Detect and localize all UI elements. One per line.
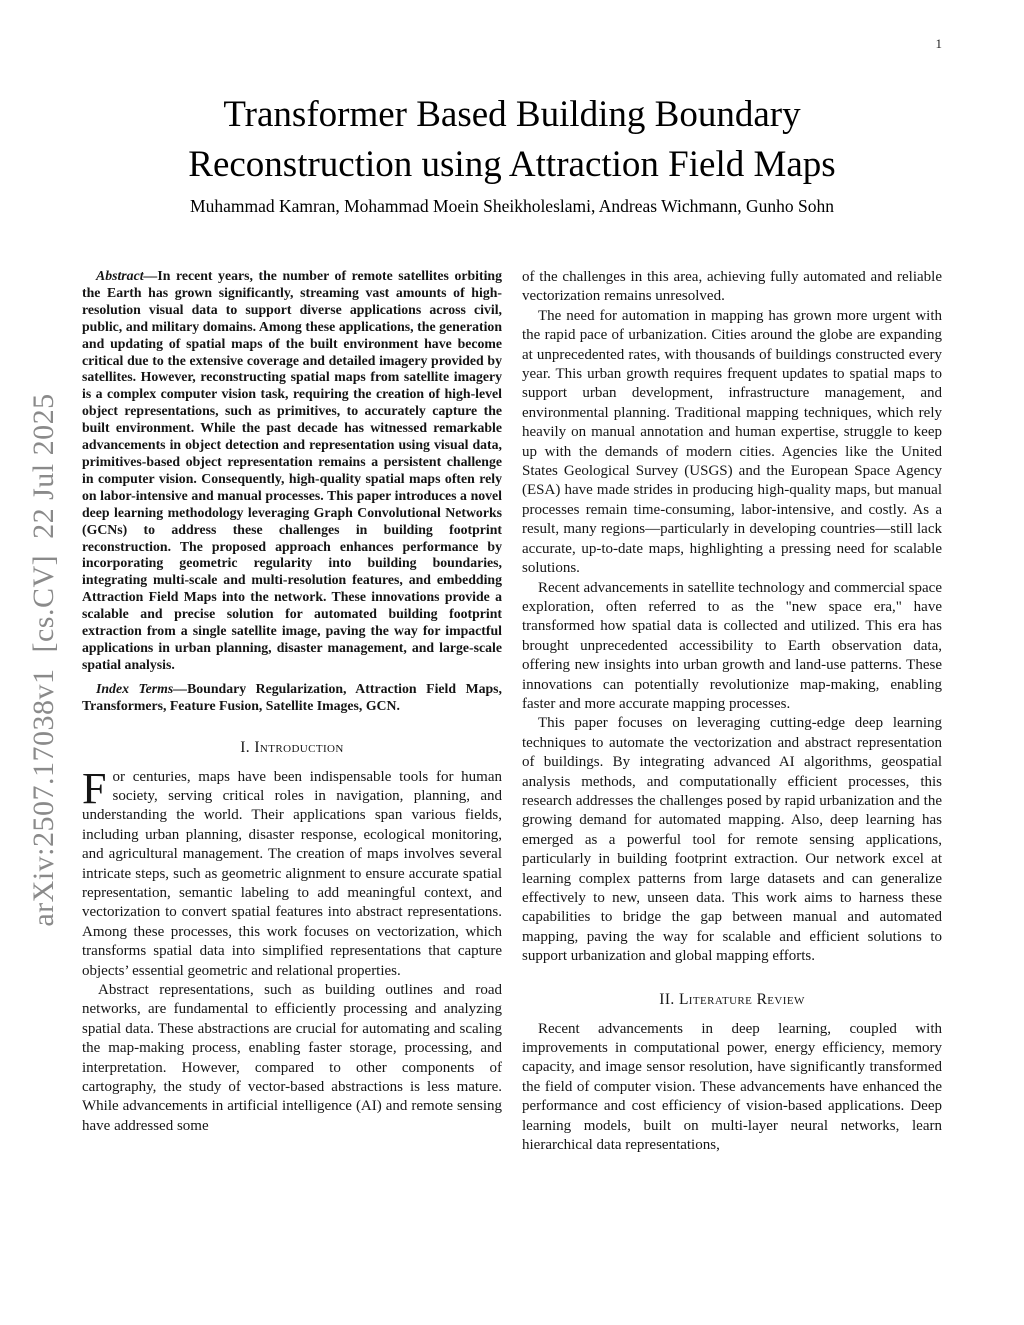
intro-paragraph-2: Abstract representations, such as building outlines and road networks, are fundamental to efficiently processing and analyzing spatial data. These abstractions are crucial for automating and scaling the map-making process, enabling faster storage, processing, and interpretation. However, compared to other components of cartography, the study of vector-based abstractions is less mature. While advancements in artificial intelligence (AI) and remote sensing have addressed some bbox=[82, 982, 502, 1134]
abstract-text: In recent years, the number of remote satellites orbiting the Earth has grown significantly, streaming vast amounts of high-resolution visual data to support diverse applications across civil, public, and military domains. Among these applications, the generation and updating of spatial maps of the built environment have become critical due to the extensive coverage and detailed imagery provided by satellites. However, reconstructing spatial maps from satellite imagery is a complex computer vision task, requiring the creation of high-level object representations, such as primitives, to accurately capture the built environment. While the past decade has witnessed remarkable advancements in object detection and representation using visual data, primitives-based object representation remains a persistent challenge in computer vision. Consequently, high-quality spatial maps often rely on labor-intensive and manual processes. This paper introduces a novel deep learning methodology leveraging Graph Convolutional Networks (GCNs) to address these challenges in building footprint reconstruction. The proposed approach enhances performance by incorporating geometric regularity into building boundaries, integrating multi-scale and multi-resolution features, and embedding Attraction Field Maps into the network. These innovations provide a scalable and precise solution for automated building footprint extraction from a single satellite image, paving the way for impactful applications in urban planning, disaster management, and large-scale spatial analysis. bbox=[82, 268, 502, 672]
abstract-paragraph bbox=[82, 268, 502, 674]
drop-cap: F bbox=[82, 763, 107, 813]
intro-paragraph-1 bbox=[82, 763, 502, 981]
paper-title: Transformer Based Building Boundary Reconstruction using Attraction Field Maps bbox=[188, 94, 836, 185]
paragraph-need-automation: The need for automation in mapping has grown more urgent with the rapid pace of urbanization. Cities around the globe are expanding at unprecedented rates, with thousands of buildings constructed every year. This urban growth requires frequent updates to spatial maps to support urban development, infrastructure management, and environmental planning. Traditional mapping techniques, which rely heavily on manual annotation and human expertise, struggle to keep up with the demands of modern cities. Agencies like the United States Geological Survey (USGS) and the European Space Agency (ESA) have made strides in producing high-quality maps, but manual processes remain time-consuming, labor-intensive, and costly. As a result, many regions—particularly in developing countries—still lack accurate, up-to-date maps, highlighting a pressing need for scalable solutions. bbox=[522, 307, 942, 577]
page-number: 1 bbox=[935, 36, 942, 51]
index-terms-paragraph bbox=[82, 681, 502, 715]
section-heading-literature-review: II. Literature Review bbox=[659, 990, 805, 1008]
arxiv-watermark: arXiv:2507.17038v1 [cs.CV] 22 Jul 2025 bbox=[27, 393, 60, 927]
continuation-paragraph: of the challenges in this area, achieving fully automated and reliable vectorization remains unresolved. bbox=[522, 269, 942, 305]
paragraph-new-space-era: Recent advancements in satellite technology and commercial space exploration, often referred to as the "new space era," have transformed how spatial data is collected and utilized. This era has brought unprecedented accessibility to Earth observation data, offering new insights into urban growth and land-use patterns. These innovations can potentially revolutionize map-making, enabling faster and more accurate mapping processes. bbox=[522, 579, 942, 712]
intro-paragraph-1-text: or centuries, maps have been indispensable tools for human society, serving critical roles in navigation, planning, and understanding the world. Their applications span various fields, including urban planning, disaster response, ecological monitoring, and agricultural management. The creation of maps involves several intricate steps, such as geometric alignment to ensure accurate spatial representation, semantic labeling to add meaningful context, and vectorization to convert spatial features into abstract representations. Among these processes, this work focuses on vectorization, which transforms spatial data into simplified representations that capture objects’ essential geometric and relational properties. bbox=[82, 768, 502, 979]
section-heading-introduction: I. Introduction bbox=[240, 738, 344, 756]
index-terms-label: Index Terms— bbox=[96, 680, 188, 696]
abstract-label: Abstract— bbox=[96, 268, 158, 283]
paragraph-this-paper: This paper focuses on leveraging cutting-edge deep learning techniques to automate the vectorization and abstract representation of buildings. By integrating advanced AI algorithms, geospatial analysis methods, and computationally efficient processes, this research addresses the challenges posed by rapid urbanization and the growing demand for automated mapping. Also, deep learning has emerged as a powerful tool for remote sensing applications, particularly in building footprint extraction. Our network excel at learning complex patterns from large datasets and can generalize effectively to new, unseen data. This work aims to harness these capabilities to bridge the gap between manual and automated mapping, paving the way for scalable and efficient solutions to support urbanization and global mapping efforts. bbox=[522, 715, 942, 965]
paper-authors: Muhammad Kamran, Mohammad Moein Sheikholeslami, Andreas Wichmann, Gunho Sohn bbox=[190, 196, 834, 216]
paragraph-deep-learning: Recent advancements in deep learning, coupled with improvements in computational power, energy efficiency, memory capacity, and image sensor resolution, have significantly transformed the field of computer vision. These advancements have enhanced the performance and cost efficiency of vision-based applications. Deep learning models, built on multi-layer neural networks, learn hierarchical data representations, bbox=[522, 1020, 942, 1154]
right-column bbox=[522, 268, 942, 1155]
index-terms-text: Boundary Regularization, Attraction Field Maps, Transformers, Feature Fusion, Satellite Images, GCN. bbox=[82, 680, 502, 713]
left-column bbox=[82, 268, 502, 1136]
